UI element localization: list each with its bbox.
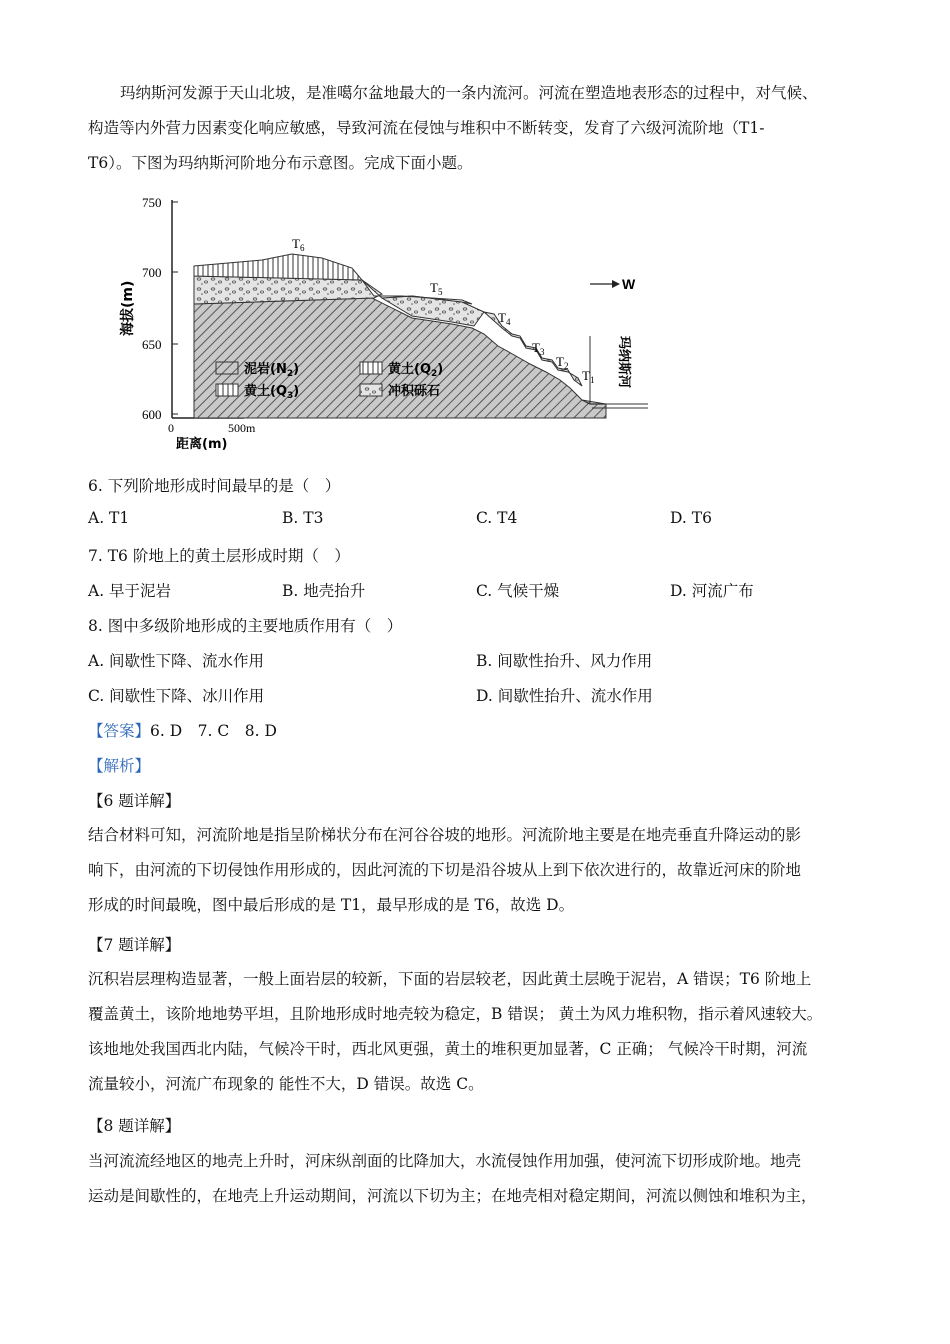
q6-option-a[interactable]: A. T1 [88, 509, 130, 527]
q8-option-b[interactable]: B. 间歇性抬升、风力作用 [476, 652, 653, 670]
q7-option-d[interactable]: D. 河流广布 [670, 582, 754, 600]
q6-stem: 6. 下列阶地形成时间最早的是（ ） [88, 477, 341, 495]
q8-option-c[interactable]: C. 间歇性下降、冰川作用 [88, 687, 265, 705]
answer-text: 6. D 7. C 8. D [150, 722, 277, 740]
detail-7-line-3: 该地地处我国西北内陆，气候冷干时，西北风更强，黄土的堆积更加显著，C 正确； 气候冷干时期，河流 [88, 1040, 808, 1058]
intro-paragraph [88, 76, 878, 181]
y-axis [119, 195, 178, 422]
detail-8-title: 【8 题详解】 [88, 1117, 181, 1135]
q7-stem: 7. T6 阶地上的黄土层形成时期（ ） [88, 547, 350, 565]
q6-option-d[interactable]: D. T6 [670, 509, 712, 527]
x-axis-label: 距离(m) [176, 437, 228, 452]
legend-gravel: 冲积砾石 [388, 384, 441, 399]
intro-line-2: 构造等内外营力因素变化响应敏感，导致河流在侵蚀与堆积中不断转变，发育了六级河流阶地（T1- [88, 119, 765, 137]
west-arrow [590, 276, 636, 292]
detail-8-line-1: 当河流流经地区的地壳上升时，河床纵剖面的比降加大，水流侵蚀作用加强，使河流下切形成阶地。地壳 [88, 1152, 802, 1170]
y-tick-750: 750 [142, 195, 162, 210]
detail-7-line-4: 流量较小，河流广布现象的 能性不大，D 错误。故选 C。 [88, 1075, 484, 1093]
y-axis-label: 海拔(m) [120, 280, 136, 336]
y-tick-600: 600 [142, 407, 162, 422]
q7-option-b[interactable]: B. 地壳抬升 [282, 582, 366, 600]
q8-option-d[interactable]: D. 间歇性抬升、流水作用 [476, 687, 653, 705]
scale-500: 500m [228, 421, 256, 435]
answer-tag: 【答案】 [88, 722, 151, 740]
q7-option-a[interactable]: A. 早于泥岩 [88, 582, 172, 600]
y-tick-700: 700 [142, 265, 162, 280]
terrace-label-t5: $T_5$ [430, 280, 443, 297]
terrace-label-t6: $T_6$ [292, 236, 305, 253]
detail-6-body [88, 818, 878, 923]
detail-7-line-1: 沉积岩层理构造显著，一般上面岩层的较新，下面的岩层较老，因此黄土层晚于泥岩，A 错误；T6 阶地上 [88, 970, 812, 988]
detail-8-line-2: 运动是间歇性的，在地壳上升运动期间，河流以下切为主；在地壳相对稳定期间，河流以侧蚀和堆积为主， [88, 1187, 817, 1205]
terrace-label-t2: $T_2$ [556, 354, 569, 371]
detail-6-line-1: 结合材料可知，河流阶地是指呈阶梯状分布在河谷谷坡的地形。河流阶地主要是在地壳垂直升降运动的影 [88, 826, 802, 844]
scale-zero: 0 [168, 421, 174, 435]
river-name: 玛纳斯河 [616, 336, 631, 389]
legend-loess-q3: 黄土$(Q_3)$ [244, 384, 300, 401]
terrace-label-t4: $T_4$ [498, 310, 511, 327]
q7-option-c[interactable]: C. 气候干燥 [476, 582, 560, 600]
detail-7-title: 【7 题详解】 [88, 936, 181, 954]
terrace-profile-figure [112, 186, 648, 454]
analysis-tag: 【解析】 [88, 757, 151, 775]
detail-7-line-2: 覆盖黄土，该阶地地势平坦，且阶地形成时地壳较为稳定，B 错误； 黄土为风力堆积物，指示着风速较大。 [88, 1005, 823, 1023]
legend-loess-q2: 黄土$(Q_2)$ [388, 362, 444, 379]
intro-line-3: T6）。下图为玛纳斯河阶地分布示意图。完成下面小题。 [88, 154, 473, 172]
detail-7-body [88, 962, 878, 1102]
q8-stem: 8. 图中多级阶地形成的主要地质作用有（ ） [88, 617, 403, 635]
detail-6-title: 【6 题详解】 [88, 792, 181, 810]
loess-q2-t6 [194, 254, 362, 280]
terrace-label-t3: $T_3$ [532, 340, 545, 357]
q8-option-a[interactable]: A. 间歇性下降、流水作用 [88, 652, 265, 670]
q6-option-b[interactable]: B. T3 [282, 509, 324, 527]
detail-8-body [88, 1144, 878, 1214]
answer-line [88, 719, 277, 741]
direction-label: W [622, 276, 636, 292]
terrace-label-t1: $T_1$ [582, 368, 595, 385]
detail-6-line-2: 响下，由河流的下切侵蚀作用形成的，因此河流的下切是沿谷坡从上到下依次进行的，故靠近河床的阶地 [88, 861, 802, 879]
detail-6-line-3: 形成的时间最晚，图中最后形成的是 T1，最早形成的是 T6，故选 D。 [88, 896, 575, 914]
legend-mudstone: 泥岩$(N_2)$ [244, 362, 300, 379]
y-tick-650: 650 [142, 337, 162, 352]
q6-option-c[interactable]: C. T4 [476, 509, 518, 527]
intro-line-1: 玛纳斯河发源于天山北坡，是准噶尔盆地最大的一条内流河。河流在塑造地表形态的过程中，对气候、 [120, 84, 818, 102]
